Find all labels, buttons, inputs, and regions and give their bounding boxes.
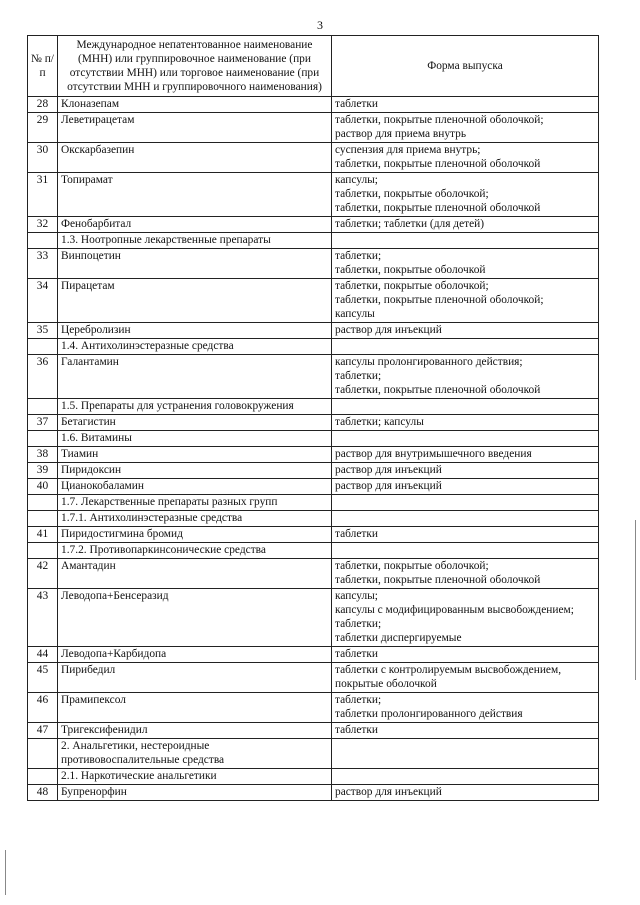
release-form	[332, 785, 599, 801]
table-row	[28, 647, 599, 663]
table-row	[28, 355, 599, 399]
table-row	[28, 723, 599, 739]
table-row	[28, 479, 599, 495]
release-form-line: таблетки пролонгированного действия	[335, 708, 523, 720]
row-number: 40	[28, 479, 58, 495]
release-form-line: капсулы	[335, 308, 375, 320]
table-row	[28, 217, 599, 233]
medication-table	[27, 35, 599, 801]
release-form-line: таблетки	[335, 648, 379, 660]
table-row	[28, 769, 599, 785]
release-form	[332, 415, 599, 431]
release-form	[332, 355, 599, 399]
release-form-line: таблетки;	[335, 370, 382, 382]
release-form-line: таблетки, покрытые пленочной оболочкой	[335, 574, 541, 586]
release-form	[332, 143, 599, 173]
drug-name: Топирамат	[58, 173, 332, 217]
release-form-line: таблетки, покрытые пленочной оболочкой;	[335, 114, 544, 126]
section-heading: 1.7. Лекарственные препараты разных групп	[58, 495, 332, 511]
left-edge-mark	[5, 850, 6, 895]
table-row	[28, 785, 599, 801]
release-form-line: капсулы пролонгированного действия;	[335, 356, 523, 368]
release-form	[332, 543, 599, 559]
row-number	[28, 495, 58, 511]
row-number: 32	[28, 217, 58, 233]
release-form-line: таблетки;	[335, 694, 382, 706]
table-row	[28, 527, 599, 543]
section-heading: 1.3. Ноотропные лекарственные препараты	[58, 233, 332, 249]
row-number: 43	[28, 589, 58, 647]
release-form-line: таблетки, покрытые оболочкой;	[335, 560, 489, 572]
release-form	[332, 431, 599, 447]
row-number: 37	[28, 415, 58, 431]
table-row	[28, 279, 599, 323]
table-row	[28, 323, 599, 339]
release-form	[332, 723, 599, 739]
release-form-line: таблетки	[335, 528, 379, 540]
section-heading: 2.1. Наркотические анальгетики	[58, 769, 332, 785]
release-form-line: капсулы с модифицированным высвобождением;	[335, 604, 574, 616]
table-row	[28, 113, 599, 143]
drug-name: Леводопа+Карбидопа	[58, 647, 332, 663]
table-row	[28, 415, 599, 431]
release-form-line: раствор для инъекций	[335, 786, 442, 798]
table-row	[28, 495, 599, 511]
row-number	[28, 233, 58, 249]
release-form	[332, 511, 599, 527]
release-form-line: таблетки	[335, 724, 379, 736]
row-number: 30	[28, 143, 58, 173]
row-number: 31	[28, 173, 58, 217]
release-form-line: таблетки	[335, 98, 379, 110]
release-form-line: раствор для инъекций	[335, 464, 442, 476]
table-row	[28, 463, 599, 479]
release-form-line: таблетки, покрытые пленочной оболочкой	[335, 202, 541, 214]
release-form-line: суспензия для приема внутрь;	[335, 144, 481, 156]
row-number	[28, 739, 58, 769]
section-heading: 1.6. Витамины	[58, 431, 332, 447]
table-row	[28, 97, 599, 113]
release-form	[332, 693, 599, 723]
row-number	[28, 769, 58, 785]
row-number: 38	[28, 447, 58, 463]
table-row	[28, 431, 599, 447]
row-number	[28, 511, 58, 527]
release-form	[332, 495, 599, 511]
row-number: 28	[28, 97, 58, 113]
section-heading: 1.7.2. Противопаркинсонические средства	[58, 543, 332, 559]
release-form-line: таблетки диспергируемые	[335, 632, 462, 644]
release-form	[332, 113, 599, 143]
table-row	[28, 143, 599, 173]
row-number: 36	[28, 355, 58, 399]
right-edge-mark	[635, 520, 636, 680]
table-row	[28, 693, 599, 723]
release-form	[332, 399, 599, 415]
release-form	[332, 769, 599, 785]
table-body	[28, 97, 599, 801]
row-number: 45	[28, 663, 58, 693]
table-row	[28, 589, 599, 647]
table-row	[28, 511, 599, 527]
table-row	[28, 249, 599, 279]
row-number: 33	[28, 249, 58, 279]
release-form-line: таблетки; таблетки (для детей)	[335, 218, 485, 230]
table-row	[28, 559, 599, 589]
drug-name: Цианокобаламин	[58, 479, 332, 495]
release-form	[332, 589, 599, 647]
release-form	[332, 173, 599, 217]
release-form	[332, 479, 599, 495]
release-form-line: капсулы;	[335, 590, 378, 602]
row-number: 39	[28, 463, 58, 479]
section-heading: 2. Анальгетики, нестероидные противовоспалительные средства	[58, 739, 332, 769]
drug-name: Бетагистин	[58, 415, 332, 431]
release-form-line: капсулы;	[335, 174, 378, 186]
row-number	[28, 399, 58, 415]
row-number: 29	[28, 113, 58, 143]
release-form-line: таблетки с контролируемым высвобождением, покрытые оболочкой	[335, 664, 562, 690]
release-form-line: раствор для инъекций	[335, 480, 442, 492]
drug-name: Пирибедил	[58, 663, 332, 693]
header-form: Форма выпуска	[332, 36, 599, 97]
release-form-line: таблетки, покрытые пленочной оболочкой	[335, 158, 541, 170]
row-number: 35	[28, 323, 58, 339]
table-row	[28, 233, 599, 249]
table-row	[28, 339, 599, 355]
release-form	[332, 447, 599, 463]
release-form	[332, 323, 599, 339]
drug-name: Леветирацетам	[58, 113, 332, 143]
drug-name: Пиридоксин	[58, 463, 332, 479]
release-form	[332, 739, 599, 769]
drug-name: Фенобарбитал	[58, 217, 332, 233]
drug-name: Винпоцетин	[58, 249, 332, 279]
table-row	[28, 399, 599, 415]
release-form-line: таблетки;	[335, 250, 382, 262]
row-number: 47	[28, 723, 58, 739]
release-form-line: таблетки;	[335, 618, 382, 630]
row-number	[28, 543, 58, 559]
drug-name: Пиридостигмина бромид	[58, 527, 332, 543]
table-row	[28, 173, 599, 217]
row-number: 48	[28, 785, 58, 801]
release-form	[332, 217, 599, 233]
drug-name: Галантамин	[58, 355, 332, 399]
release-form-line: раствор для внутримышечного введения	[335, 448, 532, 460]
release-form	[332, 527, 599, 543]
table-row	[28, 739, 599, 769]
drug-name: Церебролизин	[58, 323, 332, 339]
table-header-row	[28, 36, 599, 97]
release-form	[332, 647, 599, 663]
row-number	[28, 431, 58, 447]
page-number: 3	[317, 18, 323, 32]
row-number: 44	[28, 647, 58, 663]
release-form-line: раствор для инъекций	[335, 324, 442, 336]
release-form	[332, 463, 599, 479]
row-number: 42	[28, 559, 58, 589]
row-number: 34	[28, 279, 58, 323]
drug-name: Бупренорфин	[58, 785, 332, 801]
release-form	[332, 339, 599, 355]
drug-name: Прамипексол	[58, 693, 332, 723]
drug-name: Амантадин	[58, 559, 332, 589]
table-row	[28, 447, 599, 463]
release-form-line: таблетки, покрытые оболочкой	[335, 264, 486, 276]
drug-name: Пирацетам	[58, 279, 332, 323]
row-number: 46	[28, 693, 58, 723]
release-form	[332, 233, 599, 249]
drug-name: Клоназепам	[58, 97, 332, 113]
table-row	[28, 663, 599, 693]
drug-name: Тригексифенидил	[58, 723, 332, 739]
drug-name: Тиамин	[58, 447, 332, 463]
section-heading: 1.4. Антихолинэстеразные средства	[58, 339, 332, 355]
drug-name: Окскарбазепин	[58, 143, 332, 173]
release-form-line: таблетки, покрытые оболочкой;	[335, 188, 489, 200]
release-form-line: таблетки; капсулы	[335, 416, 424, 428]
row-number: 41	[28, 527, 58, 543]
row-number	[28, 339, 58, 355]
release-form	[332, 559, 599, 589]
release-form-line: таблетки, покрытые пленочной оболочкой;	[335, 294, 544, 306]
header-num: № п/п	[28, 36, 58, 97]
release-form-line: раствор для приема внутрь	[335, 128, 467, 140]
release-form	[332, 97, 599, 113]
release-form-line: таблетки, покрытые оболочкой;	[335, 280, 489, 292]
release-form-line: таблетки, покрытые пленочной оболочкой	[335, 384, 541, 396]
drug-name: Леводопа+Бенсеразид	[58, 589, 332, 647]
header-name: Международное непатентованное наименование (МНН) или группировочное наименование (при отсутствии МНН) или торговое наименование (при отсутствии МНН и группировочного наименования)	[58, 36, 332, 97]
release-form	[332, 249, 599, 279]
release-form	[332, 279, 599, 323]
section-heading: 1.7.1. Антихолинэстеразные средства	[58, 511, 332, 527]
release-form	[332, 663, 599, 693]
section-heading: 1.5. Препараты для устранения головокружения	[58, 399, 332, 415]
table-row	[28, 543, 599, 559]
